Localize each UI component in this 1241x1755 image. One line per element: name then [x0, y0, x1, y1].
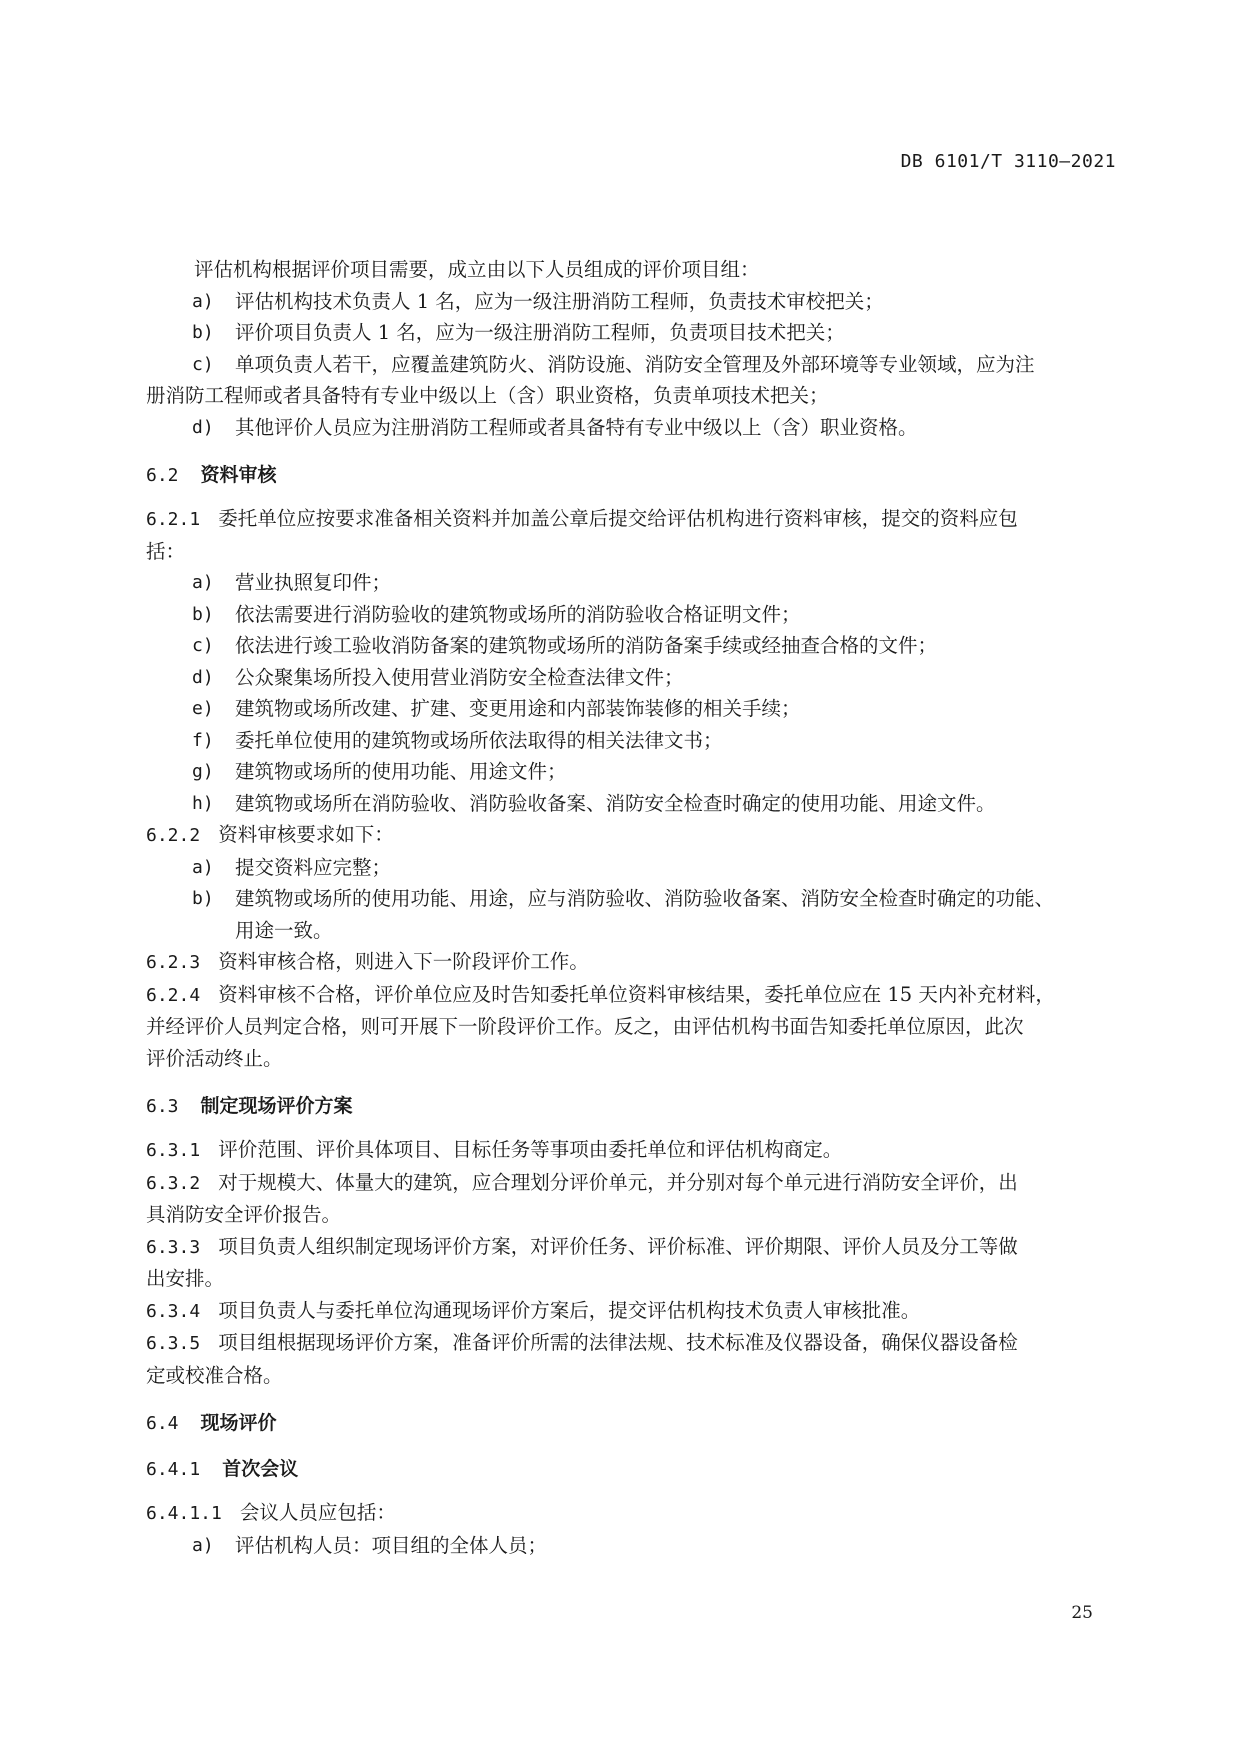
list-text: 评估机构技术负责人 1 名，应为一级注册消防工程师，负责技术审校把关； — [235, 289, 884, 313]
section-heading-6-4-1: 6.4.1 首次会议 — [146, 1458, 299, 1480]
clause-continuation: 出安排。 — [146, 1267, 225, 1290]
clause-6-3-2: 6.3.2 对于规模大、体量大的建筑，应合理划分评价单元，并分别对每个单元进行消防安全评价，出 — [146, 1170, 1018, 1194]
list-item: e) 建筑物或场所改建、扩建、变更用途和内部装饰装修的相关手续； — [192, 697, 801, 720]
list-item: b) 依法需要进行消防验收的建筑物或场所的消防验收合格证明文件； — [192, 602, 801, 626]
list-label: c) — [192, 353, 214, 375]
list-item: g) 建筑物或场所的使用功能、用途文件； — [192, 760, 567, 783]
list-item: d) 公众聚集场所投入使用营业消防安全检查法律文件； — [192, 665, 684, 689]
list-label: b) — [192, 322, 214, 343]
clause-6-2-1: 6.2.1 委托单位应按要求准备相关资料并加盖公章后提交给评估机构进行资料审核，提交的资料应包 — [146, 507, 1018, 530]
list-item — [146, 286, 1116, 318]
page-number: 25 — [1071, 1603, 1093, 1623]
clause-continuation: 定或校准合格。 — [146, 1363, 283, 1387]
section-heading-6-3: 6.3 制定现场评价方案 — [146, 1095, 353, 1117]
list-item-continuation: 用途一致。 — [235, 918, 333, 942]
clause-6-3-5: 6.3.5 项目组根据现场评价方案，准备评价所需的法律法规、技术标准及仪器设备，确保仪器设备检 — [146, 1331, 1018, 1354]
section-heading-6-4: 6.4 现场评价 — [146, 1412, 277, 1434]
list-text: 评价项目负责人 1 名，应为一级注册消防工程师，负责项目技术把关； — [235, 321, 845, 344]
page-content — [146, 254, 1116, 1561]
list-item: c) 依法进行竣工验收消防备案的建筑物或场所的消防备案手续或经抽查合格的文件； — [192, 634, 938, 657]
list-item — [146, 349, 1116, 381]
clause-6-3-3: 6.3.3 项目负责人组织制定现场评价方案，对评价任务、评价标准、评价期限、评价人员及分工等做 — [146, 1234, 1018, 1258]
clause-continuation: 具消防安全评价报告。 — [146, 1203, 342, 1226]
list-item: a) 评估机构人员：项目组的全体人员； — [192, 1533, 548, 1557]
clause-6-2-4: 6.2.4 资料审核不合格，评价单位应及时告知委托单位资料审核结果，委托单位应在 15 天内补充材料， — [146, 982, 1055, 1006]
clause-continuation: 评价活动终止。 — [146, 1046, 283, 1070]
list-item: h) 建筑物或场所在消防验收、消防验收备案、消防安全检查时确定的使用功能、用途文件。 — [192, 791, 996, 815]
clause-6-3-4: 6.3.4 项目负责人与委托单位沟通现场评价方案后，提交评估机构技术负责人审核批准。 — [146, 1298, 921, 1322]
list-label: a) — [192, 290, 214, 312]
clause-6-2-2: 6.2.2 资料审核要求如下： — [146, 823, 394, 846]
list-item — [146, 317, 1116, 349]
list-item — [146, 412, 1116, 444]
clause-continuation: 并经评价人员判定合格，则可开展下一阶段评价工作。反之，由评估机构书面告知委托单位原因，此次 — [146, 1015, 1024, 1038]
section-heading-6-2: 6.2 资料审核 — [146, 464, 277, 486]
list-item: a) 营业执照复印件； — [192, 571, 392, 594]
clause-6-3-1: 6.3.1 评价范围、评价具体项目、目标任务等事项由委托单位和评估机构商定。 — [146, 1138, 843, 1161]
list-item-continuation: 册消防工程师或者具备特有专业中级以上（含）职业资格，负责单项技术把关； — [146, 384, 829, 407]
intro-paragraph: 评估机构根据评价项目需要，成立由以下人员组成的评价项目组： — [194, 258, 760, 281]
list-item: f) 委托单位使用的建筑物或场所依法取得的相关法律文书； — [192, 728, 723, 752]
clause-continuation: 括： — [146, 539, 186, 563]
list-item: b) 建筑物或场所的使用功能、用途，应与消防验收、消防验收备案、消防安全检查时确定的功能、 — [192, 887, 1055, 910]
list-label: d) — [192, 416, 214, 438]
document-code: DB 6101/T 3110—2021 — [900, 151, 1116, 172]
clause-6-4-1-1: 6.4.1.1 会议人员应包括： — [146, 1501, 396, 1524]
list-text: 单项负责人若干，应覆盖建筑防火、消防设施、消防安全管理及外部环境等专业领域，应为注 — [235, 352, 1035, 376]
list-text: 其他评价人员应为注册消防工程师或者具备特有专业中级以上（含）职业资格。 — [235, 415, 918, 439]
clause-6-2-3: 6.2.3 资料审核合格，则进入下一阶段评价工作。 — [146, 950, 589, 973]
list-item: a) 提交资料应完整； — [192, 855, 392, 879]
